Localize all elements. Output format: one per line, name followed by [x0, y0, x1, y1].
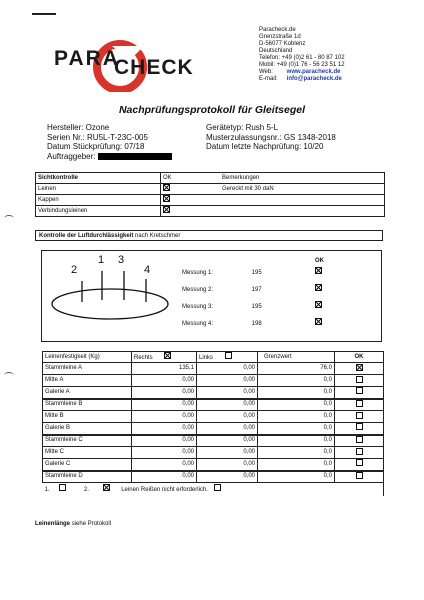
hersteller: Hersteller: Ozone	[47, 123, 110, 132]
musterzulassung: Musterzulassungsnr.: GS 1348-2018	[206, 132, 336, 142]
grenz-value: 76,0	[258, 363, 335, 375]
row-ok-checkbox[interactable]	[356, 423, 363, 430]
table-row	[43, 423, 384, 435]
rechts-value: 0,00	[132, 387, 197, 399]
table-row	[43, 363, 384, 375]
messung-checkbox[interactable]	[315, 301, 322, 308]
messung-row	[182, 284, 342, 294]
links-value: 0,00	[197, 375, 258, 387]
table-row	[43, 399, 384, 411]
sicht-row-note	[220, 195, 385, 206]
auftraggeber: Auftraggeber:	[47, 151, 96, 161]
web-label: Web:	[259, 69, 273, 75]
row-label: Stammleine D	[43, 471, 132, 483]
row-ok-checkbox[interactable]	[356, 472, 363, 479]
grenz-value: 0,0	[258, 447, 335, 459]
row-label: Stammleine A	[43, 363, 132, 375]
luft-header-bold: Kontrolle der Luftdurchlässigkeit	[39, 233, 134, 239]
links-value: 0,00	[197, 471, 258, 483]
sicht-header: Sichtkontrolle	[36, 173, 161, 184]
messung-row	[182, 318, 342, 328]
row-ok-checkbox[interactable]	[356, 412, 363, 419]
footer-two-checkbox[interactable]	[103, 484, 110, 491]
info-right	[206, 123, 336, 152]
messung-label: Messung 1:	[182, 270, 214, 276]
rechts-value: 135,1	[132, 363, 197, 375]
links-value: 0,00	[197, 459, 258, 471]
company-logo	[54, 40, 194, 92]
rechts-label: Rechts	[134, 355, 153, 361]
wing-number-3: 3	[118, 254, 125, 266]
footer-two-label: 2.	[83, 487, 89, 494]
row-ok-checkbox[interactable]	[356, 436, 363, 443]
sicht-row-label: Kappen	[36, 195, 161, 206]
logo-text-check: CHECK	[114, 56, 194, 79]
row-ok-checkbox[interactable]	[356, 364, 363, 371]
email-label: E-mail:	[259, 76, 278, 82]
messung-value: 195	[251, 270, 262, 276]
wing-number-2: 2	[71, 264, 78, 276]
row-ok-checkbox[interactable]	[356, 448, 363, 455]
links-value: 0,00	[197, 423, 258, 435]
links-value: 0,00	[197, 387, 258, 399]
sicht-row-checkbox[interactable]	[163, 195, 170, 202]
sicht-row	[36, 206, 385, 217]
web-link[interactable]: www.paracheck.de	[286, 69, 341, 75]
grenz-value: 0,0	[258, 375, 335, 387]
luft-ok-label: OK	[315, 258, 324, 264]
company-name: Paracheck.de	[259, 27, 296, 33]
luft-header-rest: nach Kretschmer	[135, 233, 181, 239]
messung-label: Messung 3:	[182, 304, 214, 310]
sicht-row-label: Verbindungsleinen	[36, 206, 161, 217]
row-label: Galerie C	[43, 459, 132, 471]
links-value: 0,00	[197, 399, 258, 411]
messung-checkbox[interactable]	[315, 267, 322, 274]
grenz-value: 0,0	[258, 435, 335, 447]
rechts-value: 0,00	[132, 447, 197, 459]
row-label: Stammleine C	[43, 435, 132, 447]
links-value: 0,00	[197, 411, 258, 423]
wing-number-4: 4	[144, 264, 151, 276]
row-ok-checkbox[interactable]	[356, 400, 363, 407]
row-label: Stammleine B	[43, 399, 132, 411]
row-ok-checkbox[interactable]	[356, 376, 363, 383]
row-label: Mitte A	[43, 375, 132, 387]
luft-section-header	[35, 230, 383, 241]
info-left	[47, 123, 172, 161]
fest-col-label: Leinenfestigkeit (Kg)	[43, 352, 132, 363]
geraetetyp: Gerätetyp: Rush 5-L	[206, 123, 279, 132]
messung-checkbox[interactable]	[315, 318, 322, 325]
sicht-row	[36, 184, 385, 195]
table-row	[43, 375, 384, 387]
row-label: Mitte B	[43, 411, 132, 423]
rechts-value: 0,00	[132, 399, 197, 411]
wing-number-1: 1	[98, 254, 105, 266]
footer-one-checkbox[interactable]	[59, 484, 66, 491]
leinenlaenge-rest: siehe Protokoll	[71, 521, 112, 527]
messung-value: 197	[251, 287, 262, 293]
table-row	[43, 447, 384, 459]
rechts-value: 0,00	[132, 411, 197, 423]
messung-row	[182, 267, 342, 277]
grenz-value: 0,0	[258, 459, 335, 471]
sicht-row-label: Leinen	[36, 184, 161, 195]
sicht-row-note	[220, 206, 385, 217]
scan-mark-top	[32, 13, 56, 15]
messung-value: 198	[251, 321, 262, 327]
footer-one-label: 1.	[44, 487, 50, 494]
leinenfestigkeit-table	[42, 351, 384, 496]
company-mobile: Mobil: +49 (0)1 76 - 56 23 51 12	[259, 62, 345, 68]
messung-label: Messung 4:	[182, 321, 214, 327]
scan-mark-left-2	[4, 372, 14, 379]
table-row	[43, 435, 384, 447]
rechts-value: 0,00	[132, 423, 197, 435]
leinenlaenge	[35, 521, 111, 528]
company-city: D-56077 Koblenz	[259, 41, 306, 47]
email-link[interactable]: info@paracheck.de	[286, 76, 342, 82]
table-row	[43, 471, 384, 483]
links-checkbox[interactable]	[225, 352, 232, 359]
fest-ok-label: OK	[335, 352, 384, 363]
grenz-label: Grenzwert	[258, 352, 335, 363]
table-row	[43, 387, 384, 399]
rechts-value: 0,00	[132, 435, 197, 447]
datum-letzte-nachpruefung: Datum letzte Nachprüfung: 10/20	[206, 142, 324, 151]
row-ok-checkbox[interactable]	[356, 459, 363, 466]
rechts-value: 0,00	[132, 459, 197, 471]
table-row	[43, 411, 384, 423]
rechts-checkbox[interactable]	[164, 352, 171, 359]
messung-label: Messung 2:	[182, 287, 214, 293]
links-value: 0,00	[197, 435, 258, 447]
wing-diagram	[48, 254, 178, 338]
row-label: Mitte C	[43, 447, 132, 459]
grenz-value: 0,0	[258, 387, 335, 399]
sicht-row-note: Gereckt mit 30 daN	[220, 184, 385, 195]
leinenlaenge-bold: Leinenlänge	[35, 521, 71, 527]
row-ok-checkbox[interactable]	[356, 387, 363, 394]
document-title: Nachprüfungsprotokoll für Gleitsegel	[118, 104, 306, 116]
sicht-ok-label: OK	[161, 173, 221, 184]
grenz-value: 0,0	[258, 399, 335, 411]
row-label: Galerie A	[43, 387, 132, 399]
links-label: Links	[199, 355, 214, 361]
footer-reissen-checkbox[interactable]	[214, 484, 221, 491]
messung-row	[182, 301, 342, 311]
auftraggeber-redacted	[98, 153, 172, 160]
grenz-value: 0,0	[258, 423, 335, 435]
company-phone: Telefon: +49 (0)2 61 - 80 87 102	[259, 55, 345, 61]
sicht-row	[36, 195, 385, 206]
messung-checkbox[interactable]	[315, 284, 322, 291]
scan-mark-left	[4, 215, 14, 222]
logo-text-para: PARA	[54, 47, 120, 70]
grenz-value: 0,0	[258, 471, 335, 483]
table-row	[43, 459, 384, 471]
serien-nr: Serien Nr.: RU5L-T-23C-005	[47, 132, 148, 142]
company-country: Deutschland	[259, 48, 293, 54]
links-value: 0,00	[197, 363, 258, 375]
rechts-value: 0,00	[132, 375, 197, 387]
footer-reissen-label: Leinen Reißen nicht erforderlich.	[121, 487, 208, 494]
sicht-row-checkbox[interactable]	[163, 206, 170, 213]
messung-value: 195	[251, 304, 262, 310]
sichtkontrolle-table	[35, 172, 385, 217]
row-label: Galerie B	[43, 423, 132, 435]
sicht-row-checkbox[interactable]	[163, 184, 170, 191]
rechts-value: 0,00	[132, 471, 197, 483]
company-address	[259, 27, 419, 83]
company-street: Grenzstraße 1d	[259, 34, 301, 40]
grenz-value: 0,0	[258, 411, 335, 423]
sicht-bemerk-label: Bemerkungen	[220, 173, 385, 184]
datum-stueckpruefung: Datum Stückprüfung: 07/18	[47, 142, 145, 151]
links-value: 0,00	[197, 447, 258, 459]
